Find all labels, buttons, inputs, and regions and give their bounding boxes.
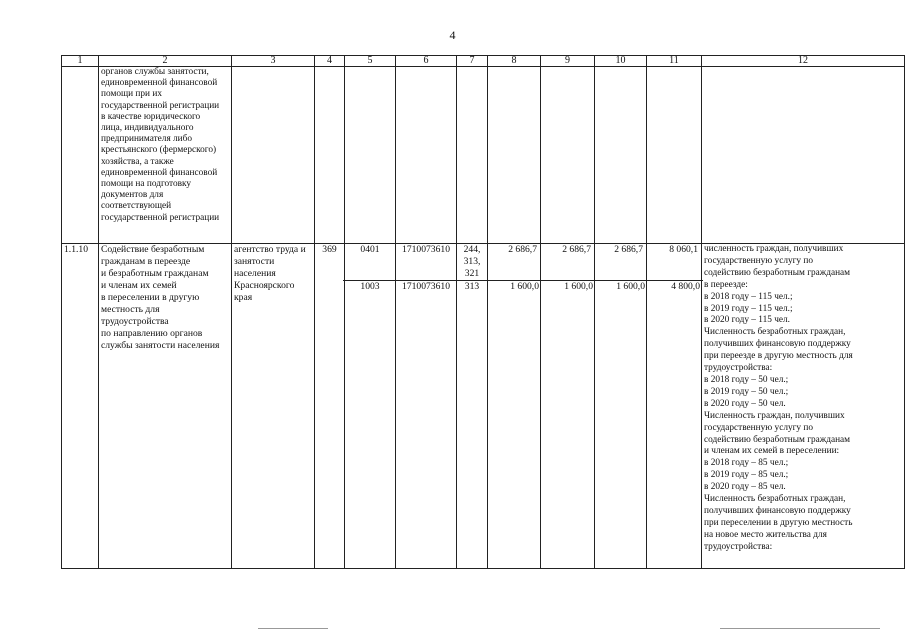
header-cell: 8 <box>488 56 541 67</box>
table-row-1-1-10 <box>62 244 905 569</box>
header-cell: 6 <box>396 56 457 67</box>
vr-b: 313 <box>455 280 489 293</box>
header-cell: 12 <box>702 56 905 67</box>
rzpr-b: 1003 <box>343 280 397 293</box>
total-cell <box>647 244 702 569</box>
expected-result: численность граждан, получивших государственную услугу по содействию безработным гражданам в переезде: в 2018 году – 115 чел.; в 2019 году – 115 чел.; в 2020 году – 115 чел. Численность безработных граждан, получивших финансовую поддержку при переезде в другую местность для трудоустройства: в 2018 году – 50 чел.; в 2019 году – 50 чел.; в 2020 году – 50 чел. Численность граждан, получивших государственную услугу по содействию безработным гражданам и членам их семей в переселении: в 2018 году – 85 чел.; в 2019 году – 85 чел.; в 2020 году – 85 чел. Численность безработных граждан, получивших финансовую поддержку при переселении в другую местность на новое место жительства для трудоустройства: <box>702 244 905 569</box>
y2019-b: 1 600,0 <box>539 280 596 293</box>
grbs-code: 369 <box>315 244 345 569</box>
total-a: 8 060,1 <box>669 244 698 255</box>
vr-cell <box>457 244 488 569</box>
table-row-continued <box>62 67 905 244</box>
page-number: 4 <box>449 28 456 42</box>
csr-b: 1710073610 <box>394 280 458 293</box>
scan-artifact-line <box>720 628 880 629</box>
y2018-a: 2 686,7 <box>508 244 537 255</box>
header-cell: 7 <box>457 56 488 67</box>
header-cell: 5 <box>345 56 396 67</box>
header-cell: 1 <box>62 56 99 67</box>
total-b: 4 800,0 <box>645 280 703 293</box>
header-cell: 3 <box>232 56 315 67</box>
y2019-cell <box>541 244 595 569</box>
header-cell: 9 <box>541 56 595 67</box>
executor: агентство труда и занятости населения Красноярского края <box>232 244 315 569</box>
csr-a: 1710073610 <box>402 244 450 255</box>
program-table <box>61 55 905 569</box>
rzpr-a: 0401 <box>360 244 380 255</box>
y2019-a: 2 686,7 <box>562 244 591 255</box>
header-row <box>62 56 905 67</box>
measure-name: Содействие безработным гражданам в переезде и безработным гражданам и членам их семей в переселении в другую местность для трудоустройства по направлению органов службы занятости населения <box>99 244 232 569</box>
y2018-cell <box>488 244 541 569</box>
csr-cell <box>396 244 457 569</box>
scan-artifact-line <box>258 628 328 629</box>
header-cell: 10 <box>595 56 647 67</box>
header-cell: 2 <box>99 56 232 67</box>
y2020-a: 2 686,7 <box>614 244 643 255</box>
y2020-cell <box>595 244 647 569</box>
header-cell: 11 <box>647 56 702 67</box>
vr-a: 244, 313, 321 <box>463 244 481 279</box>
continued-text: органов службы занятости, единовременной финансовой помощи при их государственной регистрации в качестве юридического лица, индивидуального предпринимателя либо крестьянского (фермерского) хозяйства, а также единовременной финансовой помощи на подготовку документов для соответствующей государственной регистрации <box>99 67 232 244</box>
rzpr-cell <box>345 244 396 569</box>
header-cell: 4 <box>315 56 345 67</box>
y2018-b: 1 600,0 <box>486 280 542 293</box>
row-number: 1.1.10 <box>62 244 99 569</box>
y2020-b: 1 600,0 <box>593 280 648 293</box>
